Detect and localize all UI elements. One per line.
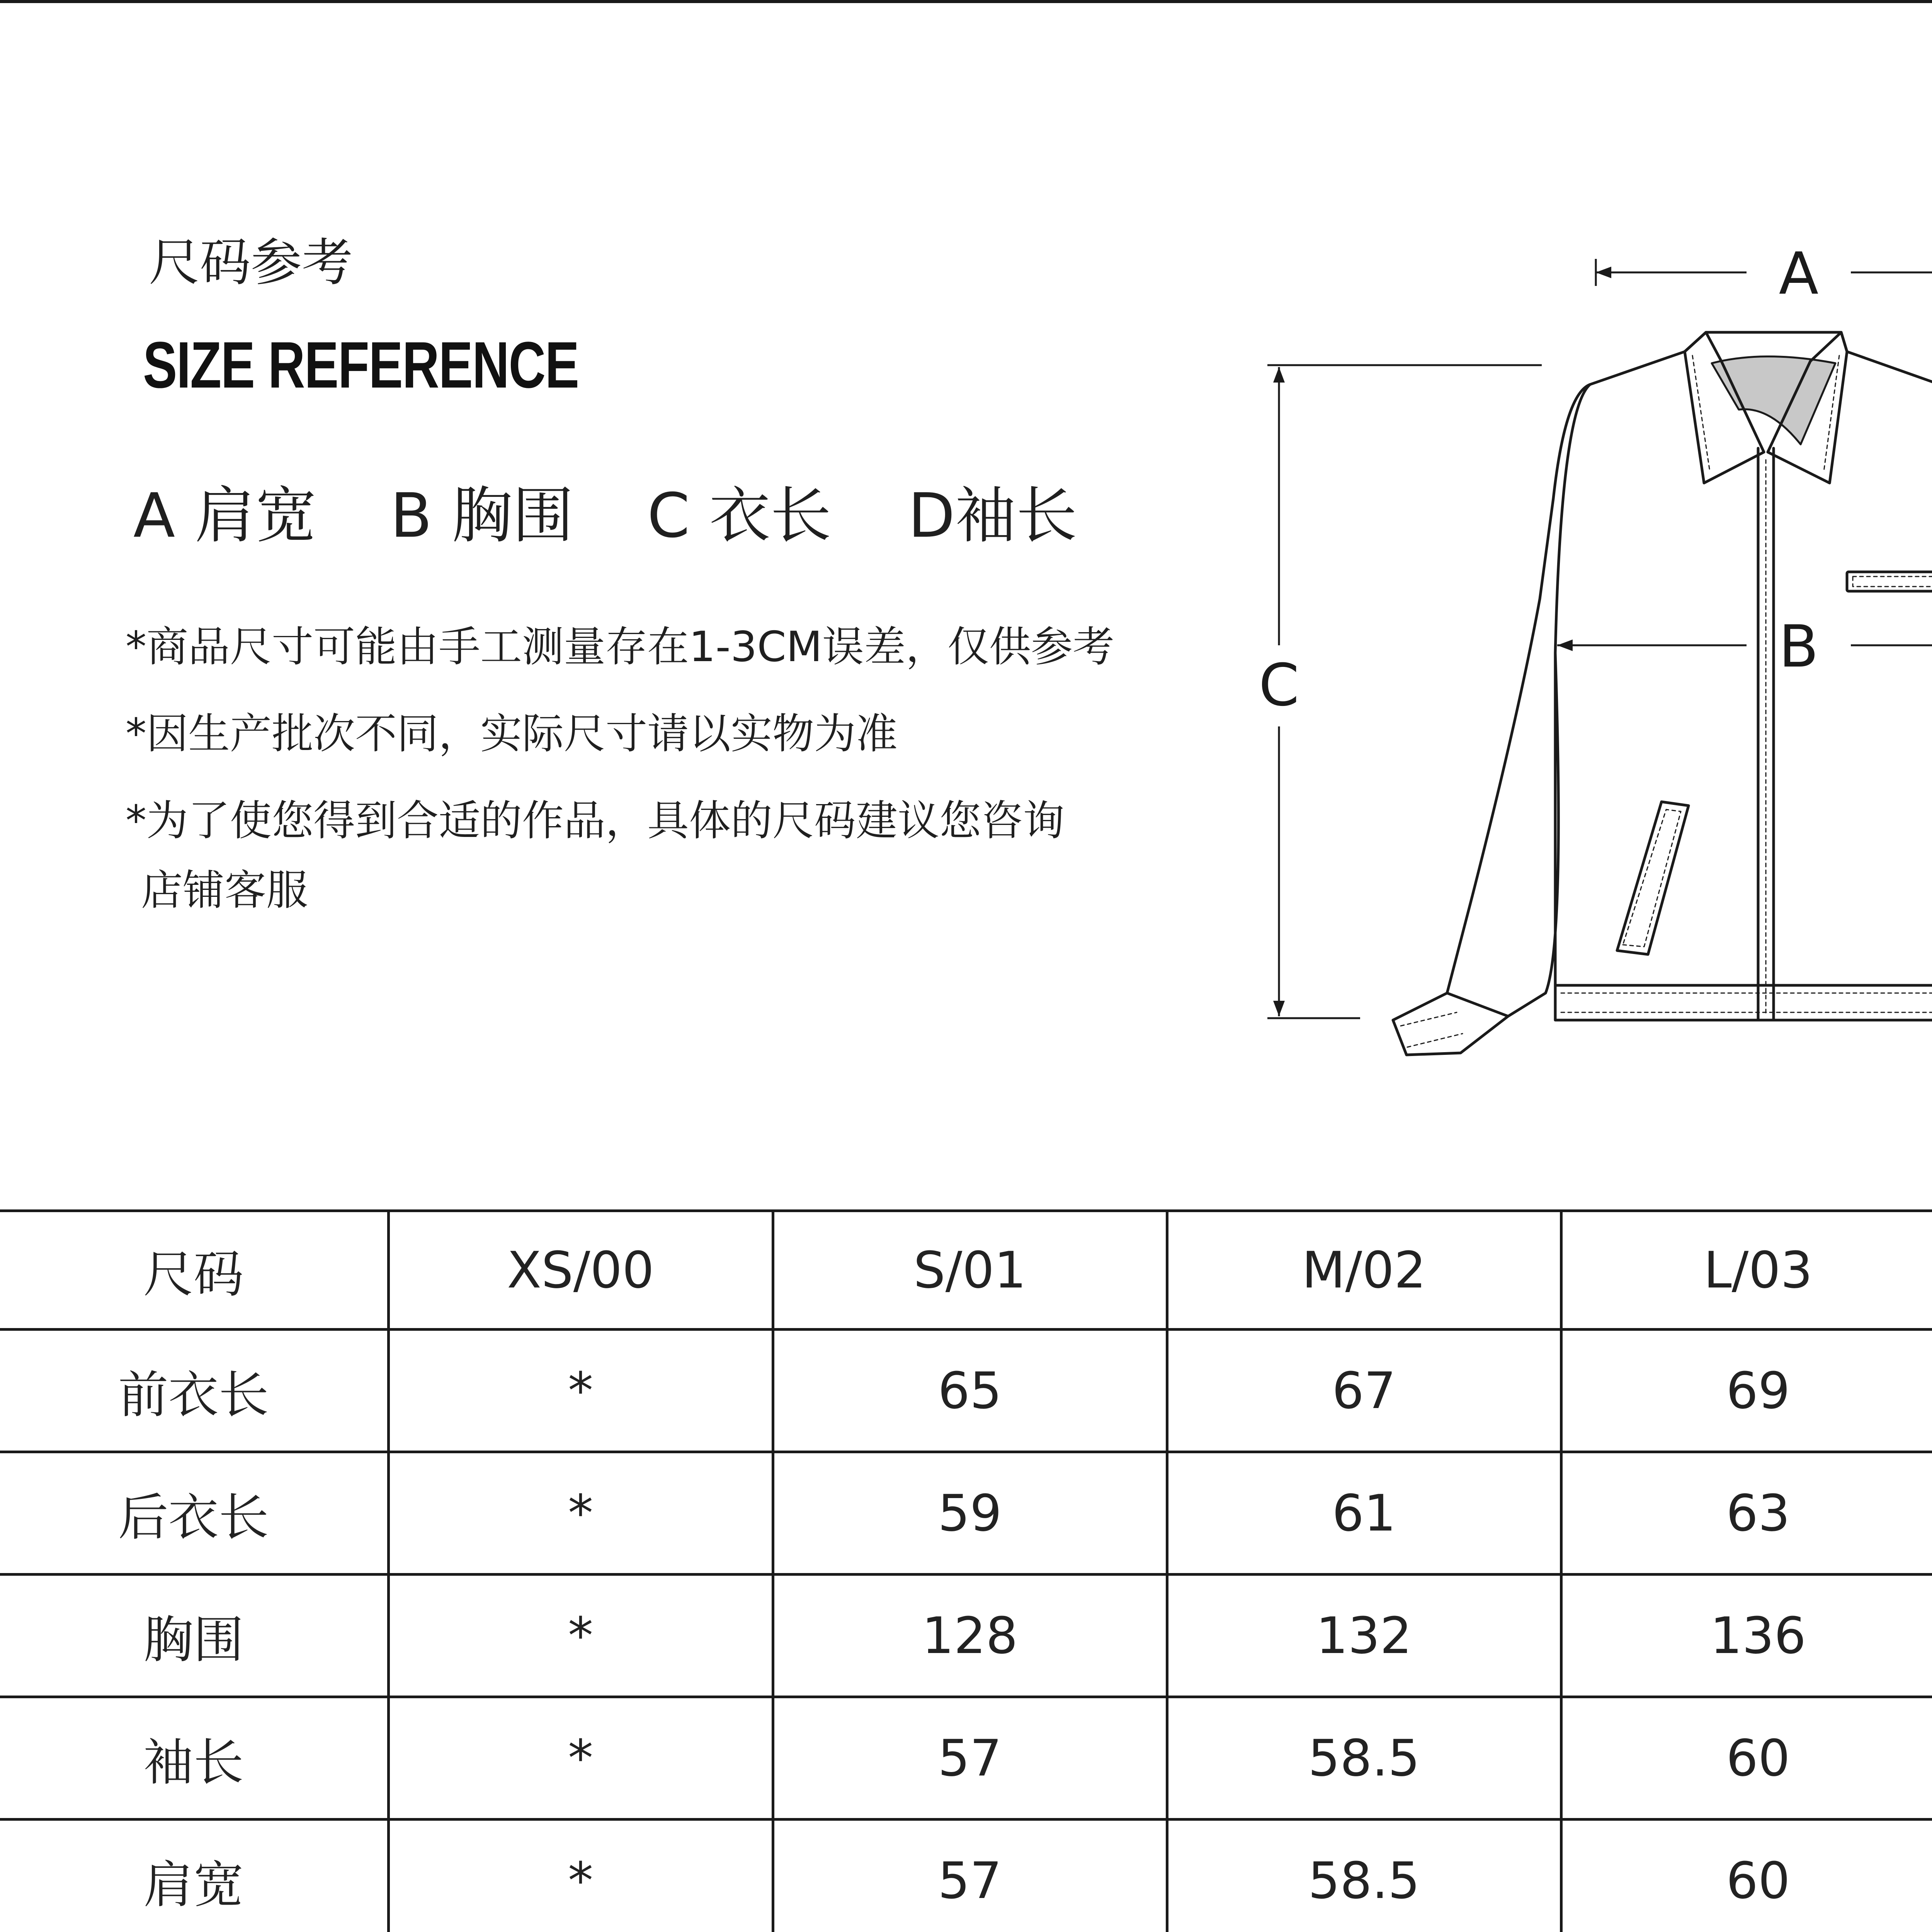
page-title-english: SIZE REFERENCE (143, 327, 579, 404)
table-row (0, 1697, 1932, 1820)
table-cell: * (388, 1820, 773, 1932)
legend-sleeve-length: D袖长 (908, 479, 1077, 553)
row-label: 袖长 (0, 1697, 388, 1820)
top-border-line (0, 0, 1932, 3)
note-measurement-error: *商品尺寸可能由手工测量存在1-3CM误差，仅供参考 (126, 622, 1114, 672)
legend-chest: B 胸围 (390, 479, 574, 553)
table-cell: 128 (773, 1575, 1167, 1697)
table-row (0, 1330, 1932, 1452)
left-sleeve (1447, 384, 1590, 1016)
table-cell: * (388, 1330, 773, 1452)
table-row (0, 1452, 1932, 1575)
legend-length: C 衣长 (647, 479, 832, 553)
note-consult-advice: *为了使您得到合适的作品，具体的尺码建议您咨询 (126, 796, 1065, 846)
table-cell: 60 (1561, 1697, 1932, 1820)
table-cell: * (388, 1697, 773, 1820)
legend-shoulder-width: A 肩宽 (133, 479, 316, 553)
table-cell: * (388, 1575, 773, 1697)
table-cell: 69 (1561, 1330, 1932, 1452)
label-a: A (1779, 240, 1819, 308)
row-label: 前衣长 (0, 1330, 388, 1452)
row-label: 胸围 (0, 1575, 388, 1697)
table-cell: 67 (1167, 1330, 1561, 1452)
note-consult-service: 店铺客服 (141, 866, 308, 916)
table-cell: 59 (773, 1452, 1167, 1575)
row-label: 后衣长 (0, 1452, 388, 1575)
size-table (0, 1209, 1932, 1932)
table-header-row (0, 1211, 1932, 1330)
label-b: B (1779, 613, 1819, 680)
note-batch-difference: *因生产批次不同，实际尺寸请以实物为准 (126, 709, 898, 759)
header-size: 尺码 (0, 1211, 388, 1330)
table-cell: 65 (773, 1330, 1167, 1452)
header-m: M/02 (1167, 1211, 1561, 1330)
table-cell: * (388, 1452, 773, 1575)
table-row (0, 1575, 1932, 1697)
table-cell: 57 (773, 1697, 1167, 1820)
collar-back-fill (1712, 357, 1835, 445)
table-cell: 57 (773, 1820, 1167, 1932)
table-cell: 132 (1167, 1575, 1561, 1697)
table-cell: 63 (1561, 1452, 1932, 1575)
chest-pocket (1847, 572, 1932, 591)
jacket-measurement-diagram (1256, 228, 1932, 1082)
table-cell: 60 (1561, 1820, 1932, 1932)
header-s: S/01 (773, 1211, 1167, 1330)
table-cell: 136 (1561, 1575, 1932, 1697)
table-cell: 58.5 (1167, 1820, 1561, 1932)
page-title-chinese: 尺码参考 (149, 232, 353, 294)
table-row (0, 1820, 1932, 1932)
jacket-body-outline (1555, 332, 1932, 1020)
label-c: C (1259, 652, 1299, 719)
table-cell: 58.5 (1167, 1697, 1561, 1820)
header-l: L/03 (1561, 1211, 1932, 1330)
table-cell: 61 (1167, 1452, 1561, 1575)
header-xs: XS/00 (388, 1211, 773, 1330)
row-label: 肩宽 (0, 1820, 388, 1932)
